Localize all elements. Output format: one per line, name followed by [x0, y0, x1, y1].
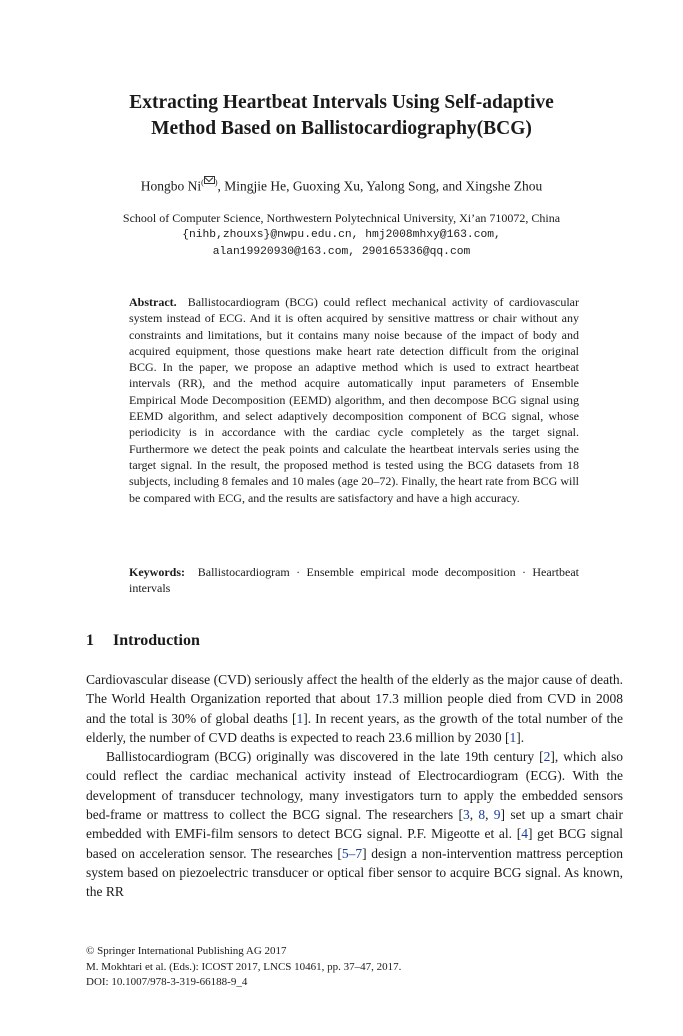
emails-line-1[interactable]: {nihb,zhouxs}@nwpu.edu.cn, hmj2008mhxy@163.com,	[182, 229, 501, 241]
abstract-label: Abstract.	[129, 295, 177, 309]
citation-link[interactable]: 5–7	[341, 845, 363, 861]
emails-line-2[interactable]: alan19920930@163.com, 290165336@qq.com	[212, 246, 471, 258]
section-number: 1	[86, 632, 94, 649]
abstract-text: Ballistocardiogram (BCG) could reflect mechanical activity of cardiovascular system instead of ECG. And it is often acquired by sensitive mattress or chair without any constraints and limitations, but it contains many noise because of the impact of body and acquired equipment, those questions make heart rate detection difficult from the original BCG. In the paper, we propose an adaptive method which is used to extract heartbeat intervals (RR), and the method acquire automatically input parameters of Ensemble Empirical Mode Decomposition (EEMD) algorithm, and then decompose BCG signal using EEMD algorithm, and select adaptively decomposition component of BCG signal, whose periodicity is in accordance with the cardiac cycle completely as the target signal. Furthermore we detect the peak points and calculate the heartbeat intervals series using the target signal. In the result, the proposed method is tested using the BCG datasets from 18 subjects, including 8 females and 10 males (age 20–72). Finally, the heart rate from BCG will be compared with ECG, and the results are satisfactory and have a high accuracy.	[129, 295, 579, 505]
footer-doi: DOI: 10.1007/978-3-319-66188-9_4	[86, 976, 248, 988]
paragraph-1	[86, 670, 623, 747]
copyright-footer	[86, 944, 401, 991]
abstract	[129, 294, 579, 506]
citation-link[interactable]: 4	[521, 826, 528, 842]
text-run: Cardiovascular disease (CVD) seriously affect the health of the elderly as the major cause of death. The World Health Organization reported that about 17.3 million people died from CVD in 2008 and the total is 30% of global deaths [	[86, 672, 623, 726]
text-run: ]. In recent years, as the growth of the total number of the elderly, the number of CVD deaths is expected to reach 23.6 million by 2030 [	[86, 710, 624, 745]
title-line-1: Extracting Heartbeat Intervals Using Self-adaptive	[129, 92, 554, 113]
citation-link[interactable]: 1	[296, 710, 304, 726]
text-run: Ballistocardiogram (BCG) originally was discovered in the late 19th century [	[106, 749, 544, 765]
first-author: Hongbo Ni	[140, 178, 202, 194]
keywords	[129, 564, 579, 597]
paper-title	[60, 90, 623, 142]
citation-link[interactable]: 2	[543, 749, 551, 765]
citation-link[interactable]: 1	[509, 729, 517, 745]
corresponding-author-mark: ( )	[201, 178, 218, 187]
text-run: ], which also could reflect the cardiac mechanical activity instead of Electrocardiogram (ECG). With the development of transducer technology, many investigators turn to apply the embedded sensors bed-frame or mattress to collect the BCG signal. The researchers [	[86, 749, 623, 823]
body-text	[86, 670, 623, 902]
title-line-2: Method Based on Ballistocardiography(BCG)	[151, 118, 532, 139]
footer-copyright: © Springer International Publishing AG 2017	[86, 945, 287, 957]
citation-link[interactable]: 3	[462, 807, 470, 823]
text-run: ] design a non-intervention mattress perception system based on piezoelectric transducer or optical fiber sensor to acquire BCG signal. As known, the RR	[86, 845, 623, 900]
keywords-text: Ballistocardiogram · Ensemble empirical mode decomposition · Heartbeat intervals	[129, 565, 579, 596]
section-title: Introduction	[113, 632, 200, 649]
citation-link[interactable]: 8	[478, 807, 486, 823]
section-heading	[86, 632, 200, 650]
author-list	[40, 176, 643, 196]
footer-citation: M. Mokhtari et al. (Eds.): ICOST 2017, LNCS 10461, pp. 37–47, 2017.	[86, 960, 402, 973]
text-run: ,	[485, 807, 494, 823]
text-run: ,	[469, 807, 479, 823]
text-run: ] get BCG signal based on acceleration sensor. The researches [	[86, 826, 624, 861]
paragraph-2	[86, 747, 623, 901]
envelope-icon	[204, 176, 215, 184]
text-run: ].	[516, 729, 525, 745]
text-run: ] set up a smart chair embedded with EMFi-film sensors to detect BCG signal. P.F. Migeotte et al. [	[86, 807, 623, 842]
affiliation: School of Computer Science, Northwestern Polytechnical University, Xi’an 710072, China	[122, 211, 561, 225]
affiliation-block	[40, 210, 643, 261]
keywords-label: Keywords:	[129, 565, 185, 579]
other-authors: , Mingjie He, Guoxing Xu, Yalong Song, and Xingshe Zhou	[217, 178, 543, 194]
citation-link[interactable]: 9	[493, 807, 501, 823]
